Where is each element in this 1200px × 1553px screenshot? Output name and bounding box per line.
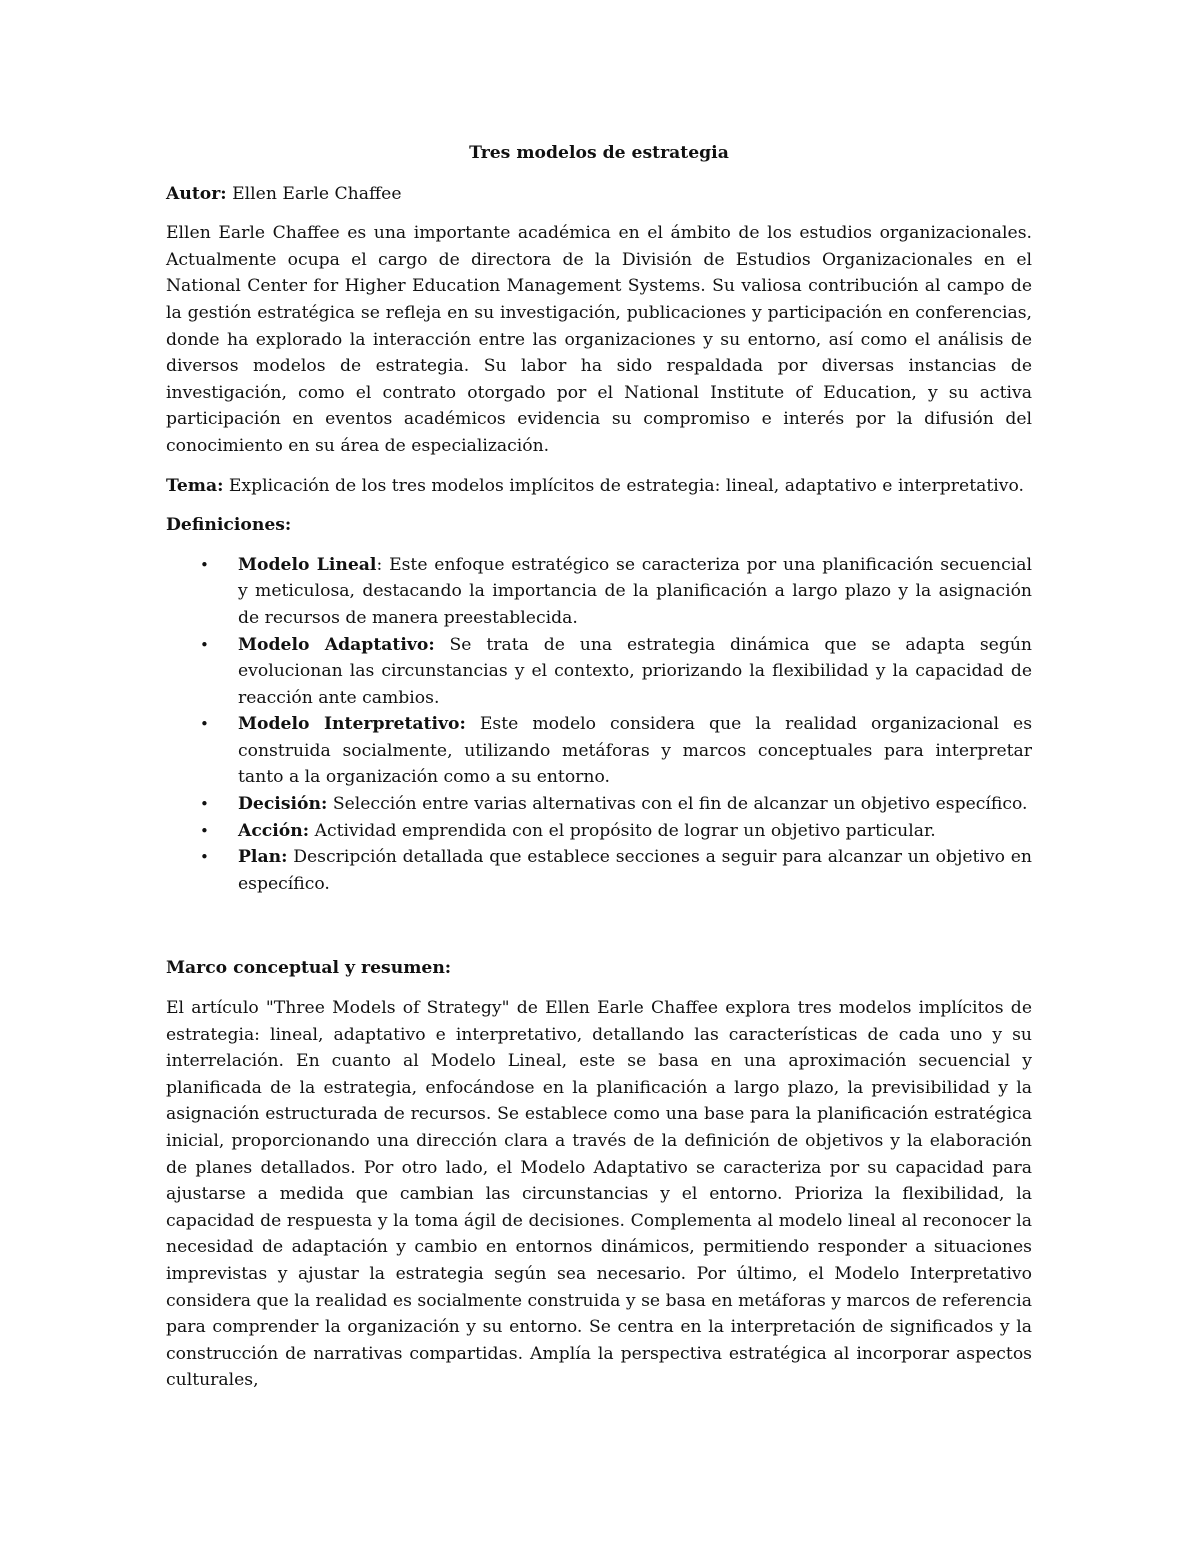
bullet-icon: • [200,715,209,734]
summary-text: El artículo "Three Models of Strategy" de Ellen Earle Chaffee explora tres modelos implícitos de estrategia: lineal, adaptativo e interpretativo, detallando las características de cada uno y su interrelación. En cuanto al Modelo Lineal, este se basa en una aproximación secuencial y planificada de la estrategia, enfocándose en la planificación a largo plazo, la previsibilidad y la asignación estructurada de recursos. Se establece como una base para la planificación estratégica inicial, proporcionando una dirección clara a través de la definición de objetivos y la elaboración de planes detallados. Por otro lado, el Modelo Adaptativo se caracteriza por su capacidad para ajustarse a medida que cambian las circunstancias y el entorno. Prioriza la flexibilidad, la capacidad de respuesta y la toma ágil de decisiones. Complementa al modelo lineal al reconocer la necesidad de adaptación y cambio en entornos dinámicos, permitiendo responder a situaciones imprevistas y ajustar la estrategia según sea necesario. Por último, el Modelo Interpretativo considera que la realidad es socialmente construida y se basa en metáforas y marcos de referencia para comprender la organización y su entorno. Se centra en la interpretación de significados y la construcción de narrativas compartidas. Amplía la perspectiva estratégica al incorporar aspectos culturales, [166,998,1032,1391]
definition-term: Modelo Lineal [238,554,377,575]
definition-text: Este enfoque estratégico se caracteriza por una planificación secuencial y meticulosa, destacando la importancia de la planificación a largo plazo y la asignación de recursos de manera preestablecida. [238,554,1032,628]
document-page [166,140,1032,1394]
list-item [166,552,1032,632]
summary-heading-text: Marco conceptual y resumen: [166,958,452,979]
topic-text: Explicación de los tres modelos implícitos de estrategia: lineal, adaptativo e interpretativo. [228,475,1024,496]
definition-term: Modelo Interpretativo: [238,714,466,735]
author-line [166,181,1032,208]
definition-term: Acción: [238,820,310,841]
definition-text: Este modelo considera que la realidad organizacional es construida socialmente, utilizando metáforas y marcos conceptuales para interpretar tanto a la organización como a su entorno. [238,714,1033,788]
definitions-heading [166,512,1032,539]
list-item [166,632,1032,712]
definition-text: Actividad emprendida con el propósito de lograr un objetivo particular. [309,820,936,841]
author-name: Ellen Earle Chaffee [232,183,402,204]
bullet-icon: • [200,795,209,814]
topic-label: Tema: [166,475,224,496]
document-title: Tres modelos de estrategia [469,143,729,163]
summary-heading [166,955,1032,982]
bullet-icon: • [200,821,209,840]
list-item [166,818,1032,845]
definition-text: Se trata de una estrategia dinámica que se adapta según evolucionan las circunstancias y el contexto, priorizando la flexibilidad y la capacidad de reacción ante cambios. [238,634,1032,708]
topic-line [166,473,1032,500]
bullet-icon: • [200,848,209,867]
author-label: Autor: [166,183,227,204]
definitions-list [166,552,1032,898]
definition-term: Plan: [238,847,288,868]
author-bio: Ellen Earle Chaffee es una importante académica en el ámbito de los estudios organizacionales. Actualmente ocupa el cargo de directora de la División de Estudios Organizacionales en el National Center for Higher Education Management Systems. Su valiosa contribución al campo de la gestión estratégica se refleja en su investigación, publicaciones y participación en conferencias, donde ha explorado la interacción entre las organizaciones y su entorno, así como el análisis de diversos modelos de estrategia. Su labor ha sido respaldada por diversas instancias de investigación, como el contrato otorgado por el National Institute of Education, y su activa participación en eventos académicos evidencia su compromiso e interés por la difusión del conocimiento en su área de especialización. [166,223,1032,456]
definitions-heading-text: Definiciones: [166,515,292,536]
list-item [166,791,1032,818]
list-item [166,844,1032,897]
definition-text: Descripción detallada que establece secciones a seguir para alcanzar un objetivo en específico. [238,847,1032,894]
definition-term: Decisión: [238,794,328,815]
bullet-icon: • [200,555,209,574]
definition-text: Selección entre varias alternativas con el fin de alcanzar un objetivo específico. [327,794,1028,815]
definition-term: Modelo Adaptativo: [238,634,435,655]
list-item [166,711,1032,791]
definition-separator: : [376,554,383,575]
bullet-icon: • [200,635,209,654]
